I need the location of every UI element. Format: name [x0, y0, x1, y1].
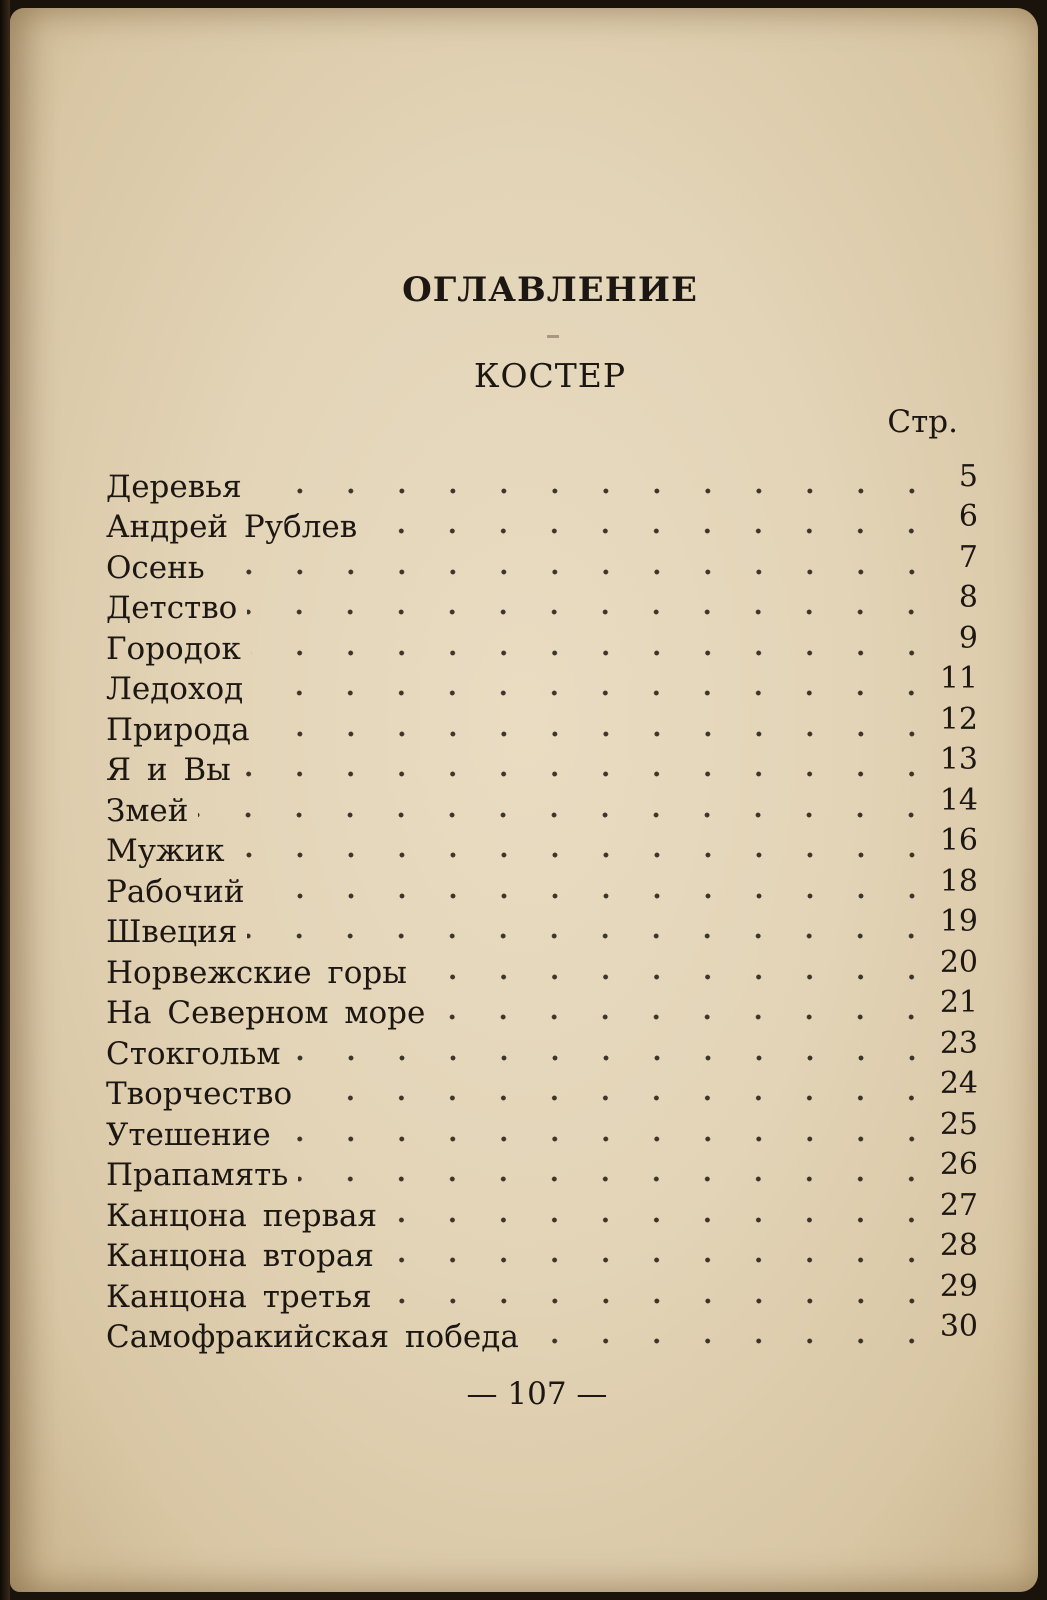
dot-leader	[529, 1317, 926, 1353]
toc-entry-title: Канцона вторая	[106, 1238, 374, 1274]
page-column-label: Стр.	[887, 404, 958, 440]
toc-entry-page: 23	[939, 1025, 978, 1061]
toc-entry	[106, 1106, 978, 1153]
toc-entry	[106, 1025, 978, 1072]
toc-entry-title: Я и Вы	[106, 752, 231, 788]
dot-leader	[253, 669, 926, 705]
dot-leader	[198, 791, 926, 827]
dot-leader	[247, 588, 926, 624]
toc-entry-page: 5	[958, 458, 978, 494]
toc-entry	[106, 782, 978, 829]
toc-entry-title: Городок	[106, 630, 241, 667]
toc-entry-page: 7	[958, 539, 978, 575]
toc-entry-page: 27	[939, 1187, 978, 1223]
toc-entry-page: 25	[939, 1106, 978, 1142]
dot-leader	[387, 1196, 926, 1232]
toc-entry-title: Стокгольм	[106, 1035, 281, 1072]
toc-entry-title: Деревья	[106, 468, 242, 505]
toc-entry-page: 28	[939, 1228, 978, 1263]
dot-leader	[281, 1115, 926, 1151]
toc-entry-title: Швеция	[106, 914, 238, 950]
toc-entry	[106, 823, 978, 870]
dot-leader	[367, 507, 926, 543]
dot-leader	[382, 1277, 926, 1313]
toc-entry-title: Норвежские горы	[106, 954, 407, 991]
toc-entry-title: Детство	[106, 590, 238, 626]
dot-leader	[260, 710, 926, 746]
dot-leader	[235, 831, 926, 867]
dot-leader	[384, 1236, 926, 1272]
toc-entry-title: Самофракийская победа	[106, 1319, 519, 1355]
dot-leader	[255, 872, 927, 908]
toc-entry	[106, 1066, 978, 1113]
dot-leader	[298, 1155, 926, 1191]
toc-entry-page: 21	[939, 985, 978, 1020]
toc-entry-page: 30	[939, 1309, 978, 1344]
toc-entry-title: Андрей Рублев	[106, 509, 358, 545]
toc-entry-page: 12	[939, 701, 978, 737]
toc-entry-page: 13	[939, 742, 978, 777]
toc-entry-title: Утешение	[106, 1116, 271, 1153]
dot-leader	[302, 1074, 926, 1110]
dot-leader	[215, 548, 926, 584]
toc-entry-page: 20	[939, 944, 978, 980]
toc-entry	[106, 1268, 978, 1315]
book-spine-edge	[0, 0, 10, 1600]
toc-entry	[106, 661, 978, 708]
toc-entry	[106, 985, 978, 1032]
toc-entry	[106, 863, 978, 910]
dot-leader	[417, 953, 926, 989]
toc-entry-page: 24	[939, 1066, 978, 1101]
toc-entry	[106, 580, 978, 627]
toc-entry-title: Рабочий	[106, 873, 245, 910]
table-of-contents	[106, 458, 978, 1355]
toc-entry-title: На Северном море	[106, 995, 426, 1031]
toc-entry-title: Прапамять	[106, 1157, 289, 1193]
page-number: — 107 —	[466, 1376, 608, 1412]
dot-leader	[241, 750, 926, 786]
toc-entry-title: Мужик	[106, 833, 225, 869]
toc-entry	[106, 701, 978, 748]
toc-entry	[106, 1187, 978, 1234]
toc-entry-title: Канцона первая	[106, 1197, 378, 1234]
toc-entry-title: Природа	[106, 711, 250, 748]
page-title: ОГЛАВЛЕНИЕ	[402, 270, 698, 310]
title-divider	[547, 335, 559, 338]
dot-leader	[291, 1034, 927, 1070]
dot-leader	[251, 629, 926, 665]
toc-entry	[106, 458, 978, 505]
book-page	[10, 8, 1038, 1592]
toc-entry-page: 18	[939, 863, 978, 899]
toc-entry-page: 8	[958, 580, 978, 615]
toc-entry	[106, 742, 978, 789]
dot-leader	[247, 912, 926, 948]
toc-entry	[106, 1309, 978, 1356]
toc-entry-page: 11	[939, 661, 978, 696]
toc-entry-page: 19	[939, 904, 978, 939]
toc-entry	[106, 944, 978, 991]
dot-leader	[252, 467, 926, 503]
toc-entry-page: 9	[958, 620, 978, 656]
toc-entry-page: 29	[939, 1268, 978, 1304]
toc-entry	[106, 1228, 978, 1275]
toc-entry-title: Змей	[106, 792, 189, 829]
toc-entry	[106, 1147, 978, 1194]
toc-entry-title: Осень	[106, 549, 205, 586]
toc-entry-title: Творчество	[106, 1076, 293, 1112]
toc-entry-page: 26	[939, 1147, 978, 1182]
toc-entry	[106, 904, 978, 951]
toc-entry	[106, 539, 978, 586]
toc-entry-title: Канцона третья	[106, 1278, 372, 1315]
toc-entry-page: 16	[939, 823, 978, 858]
toc-entry-page: 14	[939, 782, 978, 818]
toc-entry	[106, 499, 978, 546]
dot-leader	[435, 993, 926, 1029]
toc-entry	[106, 620, 978, 667]
toc-entry-title: Ледоход	[106, 671, 244, 707]
toc-entry-page: 6	[958, 499, 978, 534]
section-title: КОСТЕР	[473, 356, 627, 395]
